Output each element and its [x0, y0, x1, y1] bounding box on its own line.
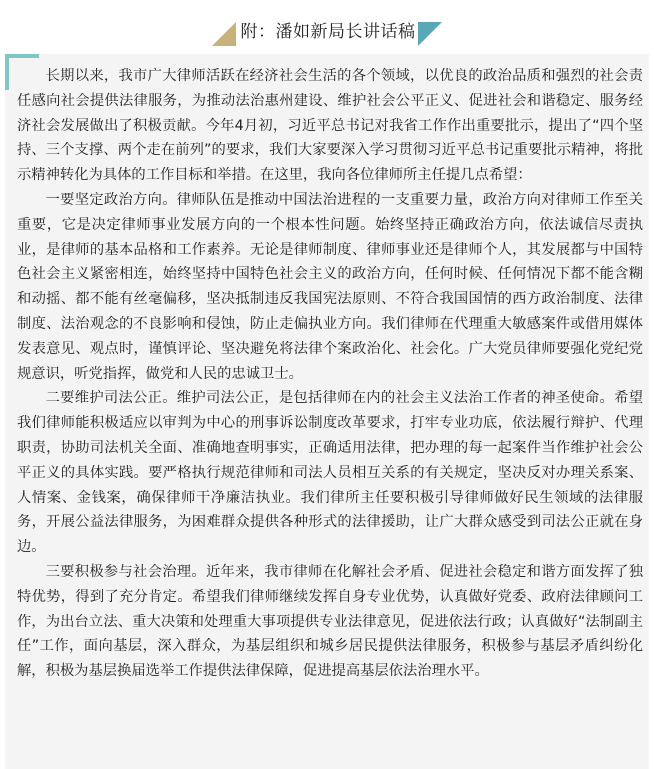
speech-body	[17, 64, 643, 684]
section-title: 附：潘如新局长讲话稿	[240, 22, 416, 42]
paragraph-social-governance: 三要积极参与社会治理。近年来，我市律师在化解社会矛盾、促进社会稳定和谐方面发挥了独特优势，得到了充分肯定。希望我们律师继续发挥自身专业优势，认真做好党委、政府法律顾问工作，为出台立法、重大决策和处理重大事项提供专业法律意见，促进依法行政；认真做好“法制副主任”工作，面向基层，深入群众，为基层组织和城乡居民提供法律服务，积极参与基层矛盾纠纷化解，积极为基层换届选举工作提供法律保障，促进提高基层依法治理水平。	[17, 563, 643, 680]
section-title-bar	[0, 14, 654, 50]
paragraph-intro: 长期以来，我市广大律师活跃在经济社会生活的各个领域，以优良的政治品质和强烈的社会责任感向社会提供法律服务，为推动法治惠州建设、维护社会公平正义、促进社会和谐稳定、服务经济社会发展做出了积极贡献。今年4月初，习近平总书记对我省工作作出重要批示，提出了“四个坚持、三个支撑、两个走在前列”的要求，我们大家要深入学习贯彻习近平总书记重要批示精神，将批示精神转化为具体的工作目标和举措。在这里，我向各位律师所主任提几点希望：	[17, 68, 643, 184]
paragraph-political-direction: 一要坚定政治方向。律师队伍是推动中国法治进程的一支重要力量，政治方向对律师工作至关重要，它是决定律师事业发展方向的一个根本性问题。始终坚持正确政治方向，依法诚信尽责执业，是律师的基本品格和工作素养。无论是律师制度、律师事业还是律师个人，其发展都与中国特色社会主义紧密相连，始终坚持中国特色社会主义的政治方向，任何时候、任何情况下都不能含糊和动摇、都不能有丝毫偏移，坚决抵制违反我国宪法原则、不符合我国国情的西方政治制度、法律制度、法治观念的不良影响和侵蚀，防止走偏执业方向。我们律师在代理重大敏感案件或借用媒体发表意见、观点时，谨慎评论、坚决避免将法律个案政治化、社会化。广大党员律师要强化党纪党规意识，听党指挥，做党和人民的忠诚卫士。	[17, 191, 643, 382]
corner-bracket-horizontal-decoration	[5, 54, 39, 58]
speech-content-box	[5, 54, 649, 769]
corner-bracket-vertical-decoration	[5, 54, 9, 90]
paragraph-judicial-fairness: 二要维护司法公正。维护司法公正，是包括律师在内的社会主义法治工作者的神圣使命。希望我们律师能积极适应以审判为中心的刑事诉讼制度改革要求，打牢专业功底，依法履行辩护、代理职责，协助司法机关全面、准确地查明事实，正确适用法律，把办理的每一起案件当作维护社会公平正义的具体实践。要严格执行规范律师和司法人员相互关系的有关规定，坚决反对办理关系案、人情案、金钱案，确保律师干净廉洁执业。我们律所主任要积极引导律师做好民生领域的法律服务，开展公益法律服务，为困难群众提供各种形式的法律援助，让广大群众感受到司法公正就在身边。	[17, 390, 643, 556]
title-left-triangle-decoration	[212, 22, 236, 46]
title-right-triangle-decoration	[418, 22, 442, 46]
